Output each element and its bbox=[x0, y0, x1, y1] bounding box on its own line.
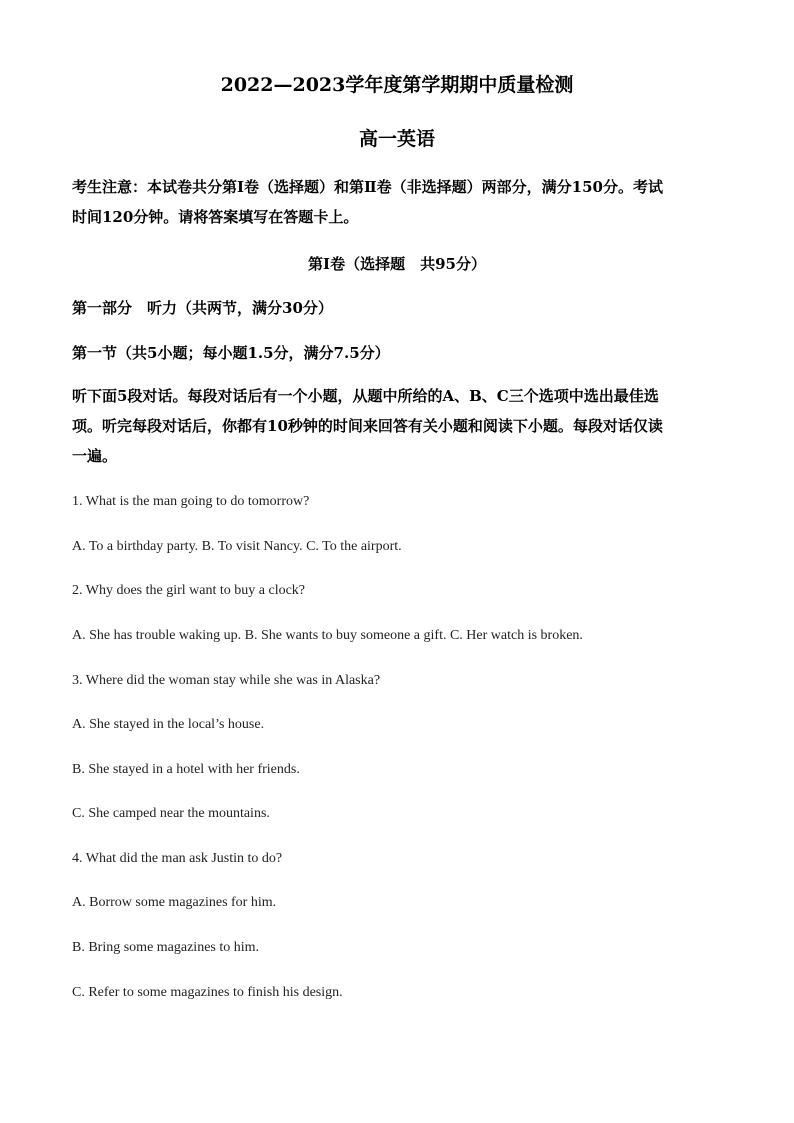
question-stem: 1. What is the man going to do tomorrow? bbox=[72, 494, 310, 509]
question-option: A. She stayed in the local’s house. bbox=[72, 717, 265, 732]
question-option: A. Borrow some magazines for him. bbox=[72, 895, 277, 910]
exam-title: 2022—2023学年度第学期期中质量检测 bbox=[220, 74, 574, 96]
question-options: A. She has trouble waking up. B. She wants to buy someone a gift. C. Her watch is broken. bbox=[72, 628, 583, 643]
question-option: C. She camped near the mountains. bbox=[72, 806, 270, 821]
exam-notice bbox=[72, 172, 722, 232]
listening-instructions bbox=[72, 381, 722, 471]
notice-line: 考生注意：本试卷共分第Ⅰ卷（选择题）和第Ⅱ卷（非选择题）两部分，满分150分。考试 bbox=[72, 178, 663, 196]
question-option: C. Refer to some magazines to finish his design. bbox=[72, 985, 343, 1000]
question-options: A. To a birthday party. B. To visit Nancy. C. To the airport. bbox=[72, 539, 402, 554]
part-heading: 第一部分 听力（共两节，满分30分） bbox=[72, 299, 333, 317]
instruction-line: 项。听完每段对话后，你都有10秒钟的时间来回答有关小题和阅读下小题。每段对话仅读 bbox=[72, 417, 663, 435]
question-stem: 2. Why does the girl want to buy a clock? bbox=[72, 583, 306, 598]
question-stem: 3. Where did the woman stay while she was in Alaska? bbox=[72, 673, 381, 688]
instruction-line: 一遍。 bbox=[72, 447, 118, 465]
exam-subject: 高一英语 bbox=[358, 128, 435, 150]
question-stem: 4. What did the man ask Justin to do? bbox=[72, 851, 283, 866]
notice-line: 时间120分钟。请将答案填写在答题卡上。 bbox=[72, 208, 359, 226]
section-heading: 第一节（共5小题；每小题1.5分，满分7.5分） bbox=[72, 344, 390, 362]
instruction-line: 听下面5段对话。每段对话后有一个小题，从题中所给的A、B、C三个选项中选出最佳选 bbox=[72, 387, 659, 405]
question-option: B. She stayed in a hotel with her friends. bbox=[72, 762, 300, 777]
volume-heading: 第Ⅰ卷（选择题 共95分） bbox=[308, 255, 486, 273]
question-option: B. Bring some magazines to him. bbox=[72, 940, 260, 955]
